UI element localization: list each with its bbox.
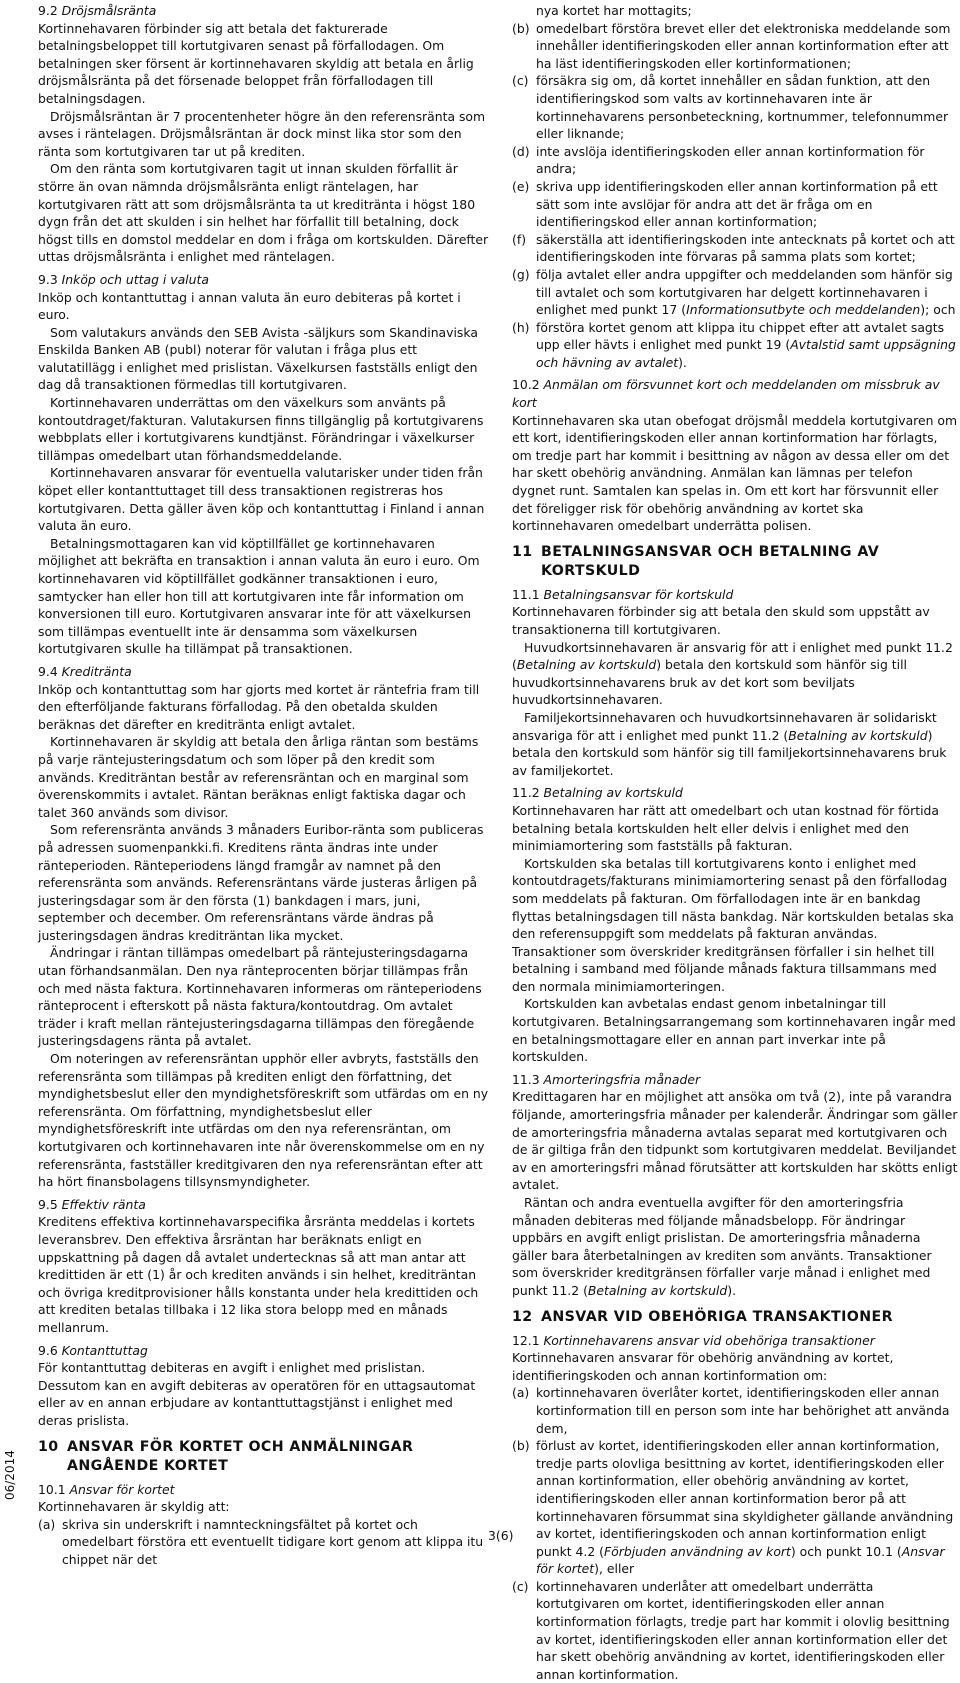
list-item: (a) kortinnehavaren överlåter kortet, identifieringskoden eller annan kortinformation till en person som inte har behörighet att använda dem,: [512, 1385, 950, 1436]
section-10-heading: 10 ANSVAR FÖR KORTET OCH ANMÄLNINGAR ANGÅENDE KORTET: [38, 1438, 414, 1474]
paragraph: Huvudkortsinnehavaren är ansvarig för att i enlighet med punkt 11.2 (Betalning av kortskuld) betala den kortskuld som hänför sig till huvudkortsinnehavarens bruk av det kort som beviljats huvudkortsinnehavaren.: [512, 639, 953, 708]
paragraph: Inköp och kontanttuttag som har gjorts med kortet är räntefria fram till den efterföljande fakturans förfallodag. På den obetalda skulden beräknas det därefter en kreditränta enligt avtalet.: [38, 681, 480, 732]
left-column: [38, 2, 490, 1568]
right-column: [512, 2, 958, 1683]
paragraph: Kortinnehavaren är skyldig att:: [38, 1499, 230, 1515]
paragraph: Kredittagaren har en möjlighet att ansöka om två (2), inte på varandra följande, amorteringsfria månader per kalenderår. Ändringar som gäller de amorteringsfria månaderna avtalas separat med kortutgivaren och de är giltiga från den tidpunkt som kortutgivaren meddelat. Beviljandet av en amorteringsfri månad förutsätter att kortskulden har skötts enligt avtalet.: [512, 1089, 958, 1193]
list-item: (b) förlust av kortet, identifieringskoden eller annan kortinformation, tredje parts olovliga besittning av kortet, identifieringskoden eller annan kortinformation, eller obehörig användning av kortet, identifieringskoden eller annan kortinformation beror på att kortinnehavaren försummat sina skyldigheter gällande användning av kortet, identifieringskoden och annan kortinformation enligt punkt 4.2 (Förbjuden användning av kort) och punkt 10.1 (Ansvar för kortet), eller: [512, 1438, 954, 1577]
paragraph: Kortinnehavaren är skyldig att betala den årliga räntan som bestäms på varje räntejusteringsdatum och som löper på den kredit som används. Krediträntan består av referensräntan och en marginal som överenskommits i avtalet. Räntan beräknas enligt faktiska dagar och talet 360 används som divisor.: [38, 734, 479, 820]
paragraph: Betalningsmottagaren kan vid köptillfället ge kortinnehavaren möjlighet att bekräfta en transaktion i annan valuta än euro i euro. Om kortinnehavaren vid köptillfället godkänner transaktionen i euro, samtycker han eller hon till att kortutgivaren inte får information om konversionen till euro. Kortutgivaren ansvarar inte för att växelkursen som tillämpas eventuellt inte är densamma som växelkursen kortutgivaren skulle ha tillämpat på transaktionen.: [38, 535, 480, 657]
paragraph: Om noteringen av referensräntan upphör eller avbryts, fastställs den referensränta som tillämpas på krediten enligt den författning, det myndighetsbeslut eller den myndighetsföreskrift som utfärdas om en ny referensränta. Om författning, myndighetsbeslut eller myndighetsföreskrift inte utfärdas om den nya referensräntan, om kortutgivaren och kortinnehavaren inte når överenskommelse om en ny referensränta, fastställer kreditgivaren den nya referensräntan efter att ha hört finansbolagens tillsynsmyndigheter.: [38, 1051, 489, 1190]
section-9-6-heading: 9.6 Kontanttuttag: [38, 1342, 148, 1358]
section-12-heading: 12 ANSVAR VID OBEHÖRIGA TRANSAKTIONER: [512, 1308, 893, 1325]
section-11-3-heading: 11.3 Amorteringsfria månader: [512, 1071, 701, 1087]
paragraph: Kortinnehavaren underrättas om den växelkurs som använts på kontoutdraget/fakturan. Valutakursen finns tillgänglig på kortutgivarens webbplats eller i kortutgivarens kundtjänst. Förändringar i växelkurser tillämpas omedelbart utan förhandsmeddelande.: [38, 395, 484, 463]
paragraph: Kortskulden ska betalas till kortutgivarens konto i enlighet med kontoutdragets/fakturans minimiamortering senast på den förfallodag som meddelats på fakturan. Om förfallodagen inte är en bankdag flyttas betalningsdagen till nästa bankdag. När kortskulden betalas ska den referensuppgift som meddelats på fakturan användas. Transaktioner som överskrider kreditgränsen förfaller i sin helhet till betalning i samband med följande månads faktura tillsammans med den normala minimiamorteringen.: [512, 855, 954, 994]
list-item: nya kortet har mottagits;: [536, 3, 692, 18]
paragraph: Kortinnehavaren ska utan obefogat dröjsmål meddela kortutgivaren om ett kort, identifieringskoden eller annan kortinformation har förlagts, om tredje part har kommit i besittning av någon av dessa eller om det har skett obehörig användning. Anmälan kan lämnas per telefon dygnet runt. Samtalen kan spelas in. Om ett kort har försvunnit eller det föreligger risk för obehörig användning av kortet ska kortinnehavaren omedelbart underrätta polisen.: [512, 412, 958, 534]
edition-date: 06/2014: [3, 1450, 17, 1500]
list-item: (b) omedelbart förstöra brevet eller det elektroniska meddelande som innehåller identifieringskoden eller annan kortinformation efter att ha läst identifieringskoden eller kortinformationen;: [512, 20, 951, 71]
page-number: 3(6): [488, 1528, 514, 1543]
section-10-2-heading: 10.2 Anmälan om försvunnet kort och meddelanden om missbruk av kort: [512, 377, 940, 411]
paragraph: Kortinnehavaren förbinder sig att betala den skuld som uppstått av transaktionerna till kortutgivaren.: [512, 604, 930, 637]
paragraph: Dröjsmålsräntan är 7 procentenheter högre än den referensränta som avses i räntelagen. Dröjsmålsräntan är dock minst lika stor som den ränta som kortutgivaren tar ut på krediten.: [38, 108, 486, 159]
paragraph: Kreditens effektiva kortinnehavarspecifika årsränta meddelas i kortets leveransbrev. Den effektiva årsräntan har beräknats enligt en uppskattning på dagen då avtalet undertecknas så att man antar att kredittiden är ett (1) år och krediten används i sin helhet, krediträntan och övriga kreditprovisioner hålls konstanta under hela kredittiden och att krediten betalas tillbaka i 12 lika stora belopp med en månads mellanrum.: [38, 1214, 479, 1335]
paragraph: Kortinnehavaren förbinder sig att betala det fakturerade betalningsbeloppet till kortutgivaren senast på förfallodagen. Om betalningen sker försent är kortinnehavaren skyldig att betala en årlig dröjsmålsränta på det försenade beloppet från förfallodagen till betalningsdagen.: [38, 20, 474, 106]
paragraph: Ändringar i räntan tillämpas omedelbart på räntejusteringsdagarna utan förhandsanmälan. Den nya ränteprocenten börjar tillämpas från och med nästa faktura. Kortinnehavaren informeras om ränteperiodens ränteprocent i efterskott på nästa faktura/kontoutdrag. Om avtalet träder i kraft mellan räntejusteringsdagarna tillämpas den föregående justeringsdagens ränta på avtalet.: [38, 945, 482, 1049]
list-item: (g) följa avtalet eller andra uppgifter och meddelanden som hänför sig till avtalet och som kortutgivaren har delgett kortinnehavaren i enlighet med punkt 17 (Informationsutbyte och meddelanden); och: [512, 266, 956, 318]
paragraph: Kortskulden kan avbetalas endast genom inbetalningar till kortutgivaren. Betalningsarrangemang som kortinnehavaren ingår med en betalningsmottagare eller en annan part inverkar inte på kortskulden.: [512, 996, 956, 1065]
list-item: (e) skriva upp identifieringskoden eller annan kortinformation på ett sätt som inte avslöjar för andra att det är fråga om en identifieringskod eller annan kortinformation;: [512, 178, 938, 230]
list-item: (c) försäkra sig om, då kortet innehåller en sådan funktion, att den identifieringskod som valts av kortinnehavaren inte är kortinnehavarens personbeteckning, kortnummer, telefonnummer eller liknande;: [512, 73, 949, 142]
section-9-3-heading: 9.3 Inköp och uttag i valuta: [38, 271, 209, 287]
paragraph: Kortinnehavaren ansvarar för obehörig användning av kortet, identifieringskoden och annan kortinformation om:: [512, 1350, 894, 1383]
list-item: (f) säkerställa att identifieringskoden inte antecknats på kortet och att identifieringskoden inte förvaras på samma plats som kortet;: [512, 231, 955, 265]
section-11-2-heading: 11.2 Betalning av kortskuld: [512, 785, 683, 801]
paragraph: Som valutakurs används den SEB Avista -säljkurs som Skandinaviska Enskilda Banken AB (publ) noterar för valutan i fråga plus ett valutatillägg i enlighet med prislistan. Växelkursen fastställs enligt den dag då transaktionen förmedlas till kortutgivaren.: [38, 324, 478, 393]
paragraph: För kontanttuttag debiteras en avgift i enlighet med prislistan. Dessutom kan en avgift debiteras av operatören för en uttagsautomat eller av en annan erbjudare av kontanttuttagstjänst i enlighet med deras prislista.: [38, 1360, 476, 1428]
paragraph: Kortinnehavaren har rätt att omedelbart och utan kostnad för förtida betalning betala kortskulden helt eller delvis i enlighet med den minimiamortering som fastställs på fakturan.: [512, 802, 939, 854]
paragraph: Som referensränta används 3 månaders Euribor-ränta som publiceras på adressen suomenpankki.fi. Kreditens ränta ändras inte under ränteperioden. Ränteperiodens längd framgår av namnet på den referensränta som används. Referensräntans värde justeras årligen på justeringsdagar som är den första (1) bankdagen i mars, juni, september och december. Om referensräntans värde ändras på justeringsdagen ändras krediträntan lika mycket.: [38, 822, 484, 943]
section-10-1-heading: 10.1 Ansvar för kortet: [38, 1481, 175, 1497]
list-item: (a) skriva sin underskrift i namnteckningsfältet på kortet och omedelbart förstöra ett eventuellt tidigare kort genom att klippa itu chippet när det: [38, 1516, 484, 1567]
list-item: (h) förstöra kortet genom att klippa itu chippet efter att avtalet sagts upp eller hävts i enlighet med punkt 19 (Avtalstid samt uppsägning och hävning av avtalet).: [512, 319, 956, 370]
paragraph: Inköp och kontanttuttag i annan valuta än euro debiteras på kortet i euro.: [38, 289, 461, 323]
section-9-4-heading: 9.4 Kreditränta: [38, 663, 132, 679]
section-12-1-heading: 12.1 Kortinnehavarens ansvar vid obehöriga transaktioner: [512, 1332, 875, 1348]
list-item: (d) inte avslöja identifieringskoden eller annan kortinformation för andra;: [512, 143, 925, 177]
section-9-5-heading: 9.5 Effektiv ränta: [38, 1196, 146, 1212]
paragraph: Räntan och andra eventuella avgifter för den amorteringsfria månaden debiteras med följande månadsbelopp. För ändringar uppbärs en avgift enligt prislistan. De amorteringsfria månaderna gäller bara återbetalningen av krediten som använts. Transaktioner som överskrider kreditgränsen förfaller varje månad i enlighet med punkt 11.2 (Betalning av kortskuld).: [512, 1195, 932, 1298]
list-item: (c) kortinnehavaren underlåter att omedelbart underrätta kortutgivaren om kortet, identifieringskoden eller annan kortinformation förlagts, tredje part har kommit i olovlig besittning av kortet, identifieringskoden eller annan kortinformation eller det har skett obehörig användning av kortet, identifieringskoden eller annan kortinformation.: [512, 1578, 950, 1682]
paragraph: Kortinnehavaren ansvarar för eventuella valutarisker under tiden från köpet eller kontanttuttaget till dess transaktionen registreras hos kortutgivaren. Detta gäller även köp och kontanttuttag i Finland i annan valuta än euro.: [38, 465, 485, 534]
paragraph: Om den ränta som kortutgivaren tagit ut innan skulden förfallit är större än ovan nämnda dröjsmålsränta enligt räntelagen, har kortutgivaren rätt att som dröjsmålsränta ta ut kreditränta i högst 180 dygn från det att skulden i sin helhet har förfallit till betalning, dock högst tills en domstol meddelar en dom i fråga om kortskulden. Därefter uttas dröjsmålsränta i enlighet med räntelagen.: [38, 161, 489, 265]
section-11-1-heading: 11.1 Betalningsansvar för kortskuld: [512, 586, 734, 602]
section-9-2-heading: 9.2 Dröjsmålsränta: [38, 3, 157, 18]
paragraph: Familjekortsinnehavaren och huvudkortsinnehavaren är solidariskt ansvariga för att i enlighet med punkt 11.2 (Betalning av kortskuld) betala den kortskuld som hänför sig till familjekortsinnehavarens bruk av familjekortet.: [512, 709, 947, 778]
section-11-heading: 11 BETALNINGSANSVAR OCH BETALNING AV KORTSKULD: [512, 543, 880, 579]
